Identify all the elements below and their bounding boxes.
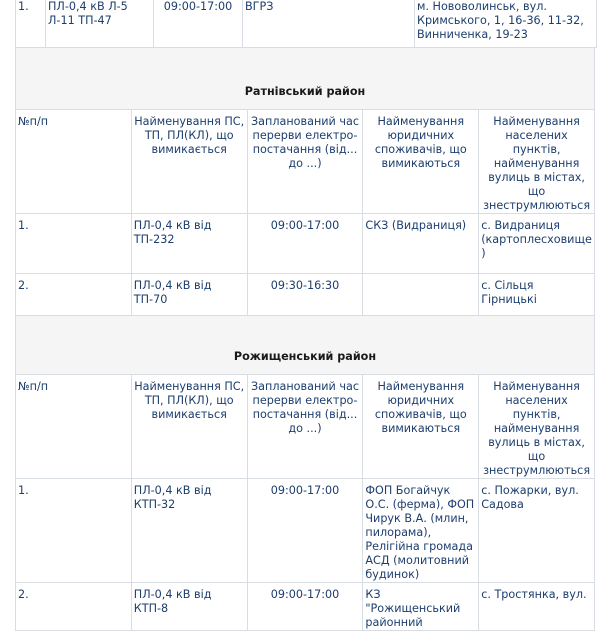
header-time: Запланований час перерви електро-постачання (від... до ...) [247, 110, 363, 214]
consumers: СКЗ (Видраниця) [363, 214, 479, 274]
row-number: 2. [16, 274, 132, 347]
region-header-row [16, 48, 595, 110]
row-number: 1. [16, 0, 46, 48]
region-header-row [16, 316, 595, 375]
header-line: Найменування ПС, ТП, ПЛ(КЛ), що вимикається [131, 110, 247, 214]
row-number: 1. [16, 214, 132, 274]
header-locations: Найменування населених пунктів, найменування вулиць в містах, що знеструмлюються [479, 375, 595, 479]
outage-time: 09:30-16:30 [247, 274, 363, 347]
region-title-cell [16, 316, 595, 375]
consumers: ФОП Богайчук О.С. (ферма), ФОП Чирук В.А. (млин, пилорама), Релігійна громада АСД (молитовний будинок) [363, 479, 479, 583]
line-name: ПЛ-0,4 кВ від ТП-232 [131, 214, 247, 274]
locations: м. Нововолинськ, вул. Кримського, 1, 16-36, 11-32, Винниченка, 19-23 [415, 0, 597, 48]
consumers: КЗ "Рожищенський районний [363, 583, 479, 631]
column-header-row [16, 110, 595, 214]
locations [479, 583, 595, 631]
location-line: с. Тростянка, вул. [481, 588, 587, 601]
outage-time: 09:00-17:00 [247, 479, 363, 583]
consumers: ВГРЗ [243, 0, 415, 48]
region-title-cell [16, 48, 595, 110]
table-row [16, 0, 597, 48]
table-row [16, 583, 595, 631]
header-line: Найменування ПС, ТП, ПЛ(КЛ), що вимикається [131, 375, 247, 479]
header-consumers: Найменування юридичних споживачів, що вимикаються [363, 110, 479, 214]
header-locations: Найменування населених пунктів, найменування вулиць в містах, що знеструмлюються [479, 110, 595, 214]
header-consumers: Найменування юридичних споживачів, що вимикаються [363, 375, 479, 479]
schedule-table-top [15, 0, 597, 48]
table-row [16, 214, 595, 274]
region-title: Рожищенський район [233, 350, 377, 363]
locations [479, 214, 595, 274]
row-number: 2. [16, 583, 132, 631]
location-line: с. Сільця Гірницькі [481, 279, 537, 306]
header-num: №п/п [16, 110, 132, 214]
location-line: с. Пожарки, вул. Садова [481, 484, 579, 511]
header-num: №п/п [16, 375, 132, 479]
line-name: ПЛ-0,4 кВ Л-5 Л-11 ТП-47 [46, 0, 154, 48]
schedule-table-ratne [15, 47, 595, 347]
locations [479, 479, 595, 583]
line-name: ПЛ-0,4 кВ від ТП-70 [131, 274, 247, 347]
outage-time: 09:00-17:00 [247, 214, 363, 274]
column-header-row [16, 375, 595, 479]
header-time: Запланований час перерви електро-постачання (від... до ...) [247, 375, 363, 479]
region-title: Ратнівський район [244, 85, 366, 98]
location-line: с. Видраниця (картоплесховище) [481, 219, 592, 260]
outage-time: 09:00-17:00 [247, 583, 363, 631]
table-row [16, 479, 595, 583]
line-name: ПЛ-0,4 кВ від КТП-32 [131, 479, 247, 583]
line-name: ПЛ-0,4 кВ від КТП-8 [131, 583, 247, 631]
row-number: 1. [16, 479, 132, 583]
schedule-table-rozhyshche [15, 315, 595, 631]
outage-time: 09:00-17:00 [154, 0, 243, 48]
